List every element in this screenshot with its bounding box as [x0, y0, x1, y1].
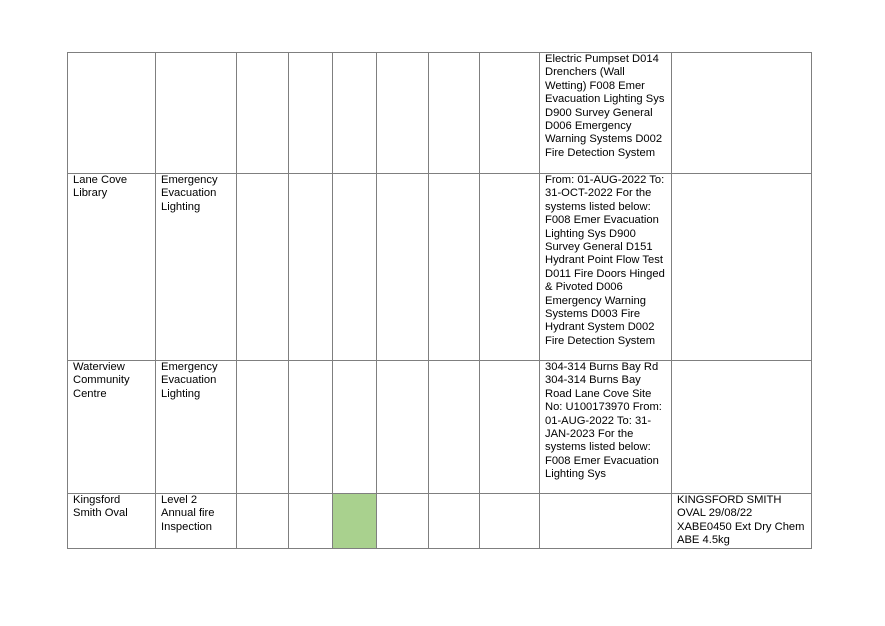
description-cell: Level 2 Annual fire Inspection: [156, 494, 237, 549]
highlighted-cell: [333, 494, 377, 549]
site-cell: Kingsford Smith Oval: [68, 494, 156, 549]
empty-cell: [377, 53, 429, 174]
empty-cell: [480, 53, 540, 174]
empty-cell: [237, 53, 289, 174]
notes-cell: KINGSFORD SMITH OVAL 29/08/22 XABE0450 Ext Dry Chem ABE 4.5kg: [672, 494, 812, 549]
empty-cell: [429, 174, 480, 361]
empty-cell: [289, 53, 333, 174]
site-cell: [68, 53, 156, 174]
details-cell: Electric Pumpset D014 Drenchers (Wall Wetting) F008 Emer Evacuation Lighting Sys D900 Survey General D006 Emergency Warning Systems D002 Fire Detection System: [540, 53, 672, 174]
empty-cell: [377, 361, 429, 494]
empty-cell: [480, 174, 540, 361]
notes-cell: [672, 174, 812, 361]
empty-cell: [289, 494, 333, 549]
empty-cell: [333, 53, 377, 174]
description-cell: [156, 53, 237, 174]
empty-cell: [237, 174, 289, 361]
empty-cell: [480, 494, 540, 549]
empty-cell: [429, 494, 480, 549]
table-row: [68, 53, 812, 174]
empty-cell: [289, 174, 333, 361]
site-cell: Lane Cove Library: [68, 174, 156, 361]
details-cell: [540, 494, 672, 549]
empty-cell: [333, 174, 377, 361]
empty-cell: [377, 174, 429, 361]
inspection-table: [67, 52, 812, 549]
empty-cell: [237, 494, 289, 549]
notes-cell: [672, 361, 812, 494]
table-row: [68, 174, 812, 361]
details-cell: 304-314 Burns Bay Rd 304-314 Burns Bay Road Lane Cove Site No: U100173970 From: 01-AUG-2022 To: 31-JAN-2023 For the systems listed below: F008 Emer Evacuation Lighting Sys: [540, 361, 672, 494]
site-cell: Waterview Community Centre: [68, 361, 156, 494]
empty-cell: [333, 361, 377, 494]
empty-cell: [237, 361, 289, 494]
description-cell: Emergency Evacuation Lighting: [156, 361, 237, 494]
description-cell: Emergency Evacuation Lighting: [156, 174, 237, 361]
table-row: [68, 361, 812, 494]
notes-cell: [672, 53, 812, 174]
table-row: [68, 494, 812, 549]
empty-cell: [429, 361, 480, 494]
empty-cell: [377, 494, 429, 549]
empty-cell: [429, 53, 480, 174]
empty-cell: [480, 361, 540, 494]
details-cell: From: 01-AUG-2022 To: 31-OCT-2022 For the systems listed below: F008 Emer Evacuation Lighting Sys D900 Survey General D151 Hydrant Point Flow Test D011 Fire Doors Hinged & Pivoted D006 Emergency Warning Systems D003 Fire Hydrant System D002 Fire Detection System: [540, 174, 672, 361]
empty-cell: [289, 361, 333, 494]
